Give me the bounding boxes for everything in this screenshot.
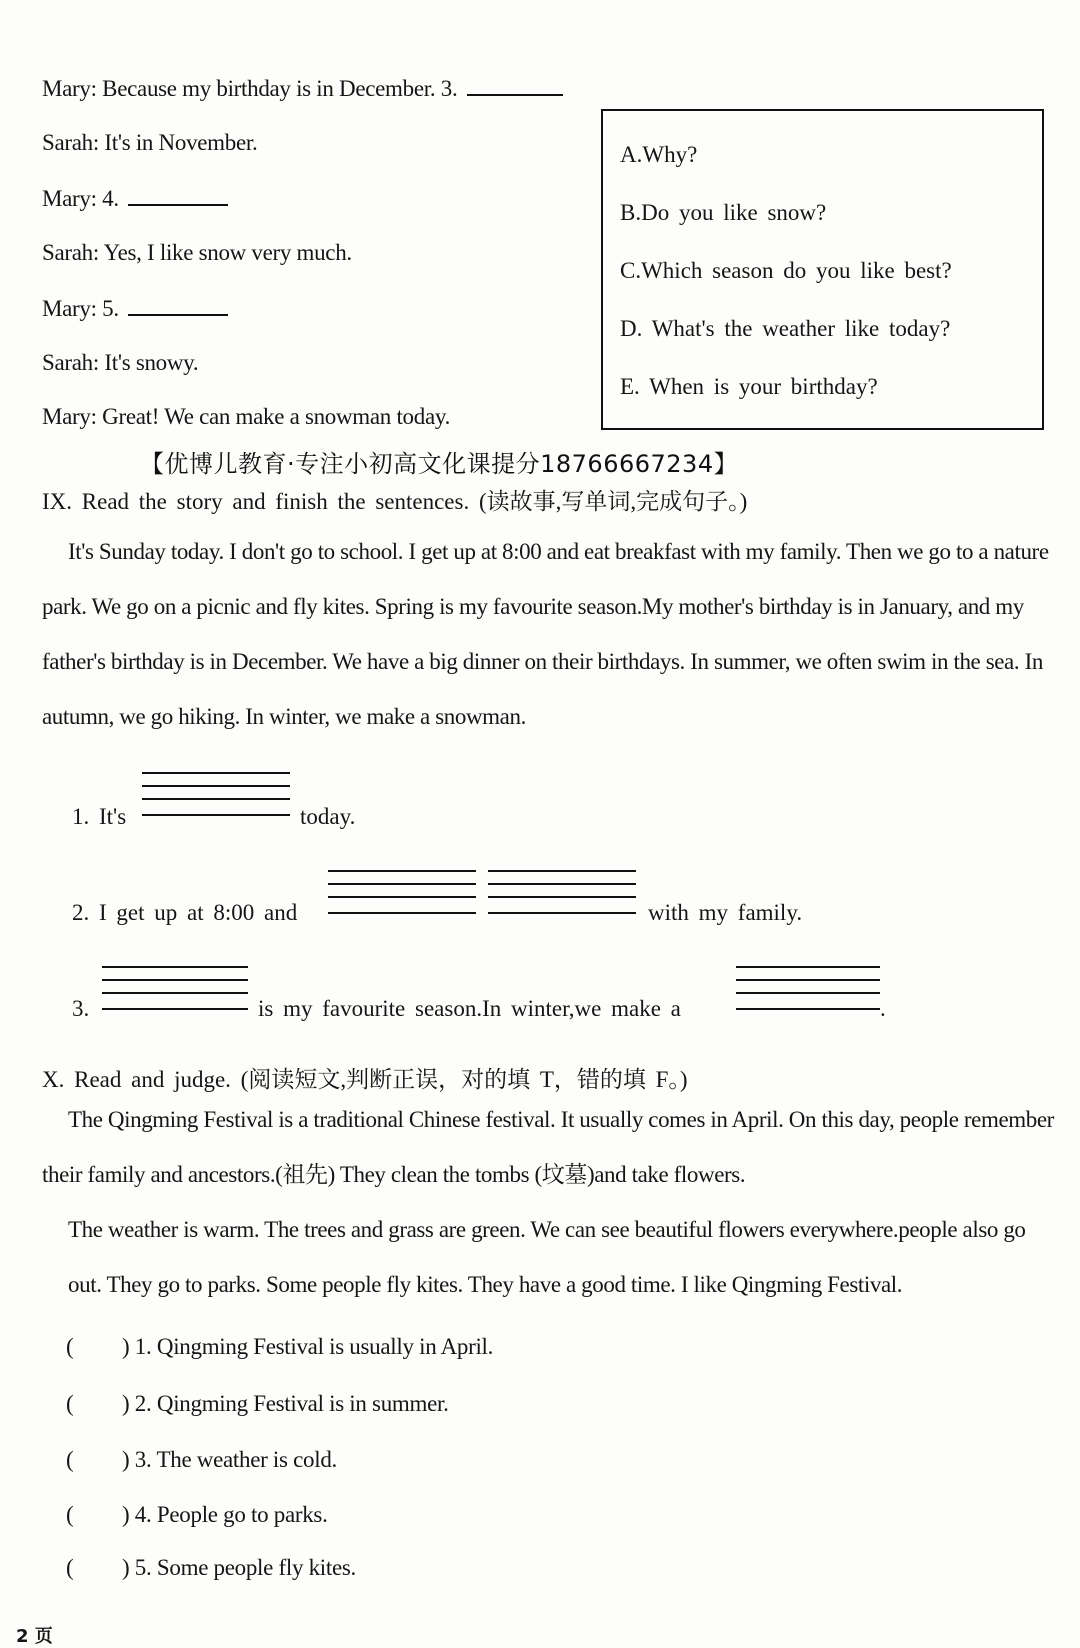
dialogue-text: It's snowy.: [104, 350, 199, 375]
section-9-heading: IX. Read the story and finish the sentences. (读故事,写单词,完成句子。): [42, 489, 748, 514]
open-bracket: (: [66, 1447, 74, 1472]
writing-lines-q2b[interactable]: [488, 870, 636, 920]
speaker: Mary:: [42, 404, 97, 429]
dialogue-line-4: [42, 240, 352, 266]
speaker: Mary:: [42, 76, 97, 101]
story-paragraph: [42, 524, 1062, 744]
open-bracket: (: [66, 1502, 74, 1527]
question-2-pre: 2. I get up at 8:00 and: [72, 900, 298, 925]
option-c: C.Which season do you like best?: [620, 258, 952, 283]
dialogue-text: Yes, I like snow very much.: [103, 240, 352, 265]
option-e: E. When is your birthday?: [620, 374, 878, 399]
writing-lines-q1[interactable]: [142, 772, 290, 822]
dialogue-line-1: [42, 76, 563, 102]
judge-item-1[interactable]: [66, 1334, 493, 1360]
open-bracket: (: [66, 1555, 74, 1580]
question-2-post: with my family.: [648, 900, 803, 925]
speaker: Sarah:: [42, 350, 99, 375]
writing-lines-q2a[interactable]: [328, 870, 476, 920]
passage-paragraph-1: The Qingming Festival is a traditional Chinese festival. It usually comes in April. On this day, people remember their family and ancestors.(祖先) They clean the tombs (坟墓)and take flowers.: [42, 1107, 1054, 1187]
speaker: Mary:: [42, 186, 97, 211]
judge-item-2[interactable]: [66, 1391, 449, 1417]
page-number: 2 页: [16, 1626, 53, 1647]
writing-lines-q3a[interactable]: [102, 966, 248, 1016]
speaker: Sarah:: [42, 130, 99, 155]
question-3-pre: 3.: [72, 996, 90, 1021]
question-3-mid: is my favourite season.In winter,we make a: [258, 996, 681, 1021]
judge-text: ) 4. People go to parks.: [122, 1502, 328, 1527]
answer-blank-3[interactable]: [467, 93, 563, 96]
promo-banner: 【优博儿教育·专注小初高文化课提分18766667234】: [140, 450, 739, 478]
dialogue-text: It's in November.: [104, 130, 258, 155]
dialogue-line-7: [42, 404, 450, 430]
section-10-heading: X. Read and judge. (阅读短文,判断正误，对的填 T，错的填 F。): [42, 1067, 688, 1092]
judge-text: ) 1. Qingming Festival is usually in April.: [122, 1334, 494, 1359]
judge-text: ) 2. Qingming Festival is in summer.: [122, 1391, 449, 1416]
speaker: Mary:: [42, 296, 97, 321]
passage-paragraph-2: The weather is warm. The trees and grass are green. We can see beautiful flowers everywhere.people also go out. They go to parks. Some people fly kites. They have a good time. I like Qingming Festival.: [68, 1217, 1026, 1297]
dialogue-line-5: [42, 296, 228, 322]
dialogue-line-3: [42, 186, 228, 212]
judge-item-4[interactable]: [66, 1502, 328, 1528]
judge-text: ) 3. The weather is cold.: [122, 1447, 337, 1472]
dialogue-text: Because my birthday is in December. 3.: [102, 76, 458, 101]
dialogue-text: Great! We can make a snowman today.: [102, 404, 451, 429]
dialogue-text: 4.: [102, 186, 119, 211]
judge-item-5[interactable]: [66, 1555, 356, 1581]
story-text: It's Sunday today. I don't go to school. I get up at 8:00 and eat breakfast with my family. Then we go to a nature park. We go on a picnic and fly kites. Spring is my favourite season.My mother's birthday is in January, and my father's birthday is in December. We have a big dinner on their birthdays. In summer, we often swim in the sea. In autumn, we go hiking. In winter, we make a snowman.: [42, 539, 1049, 729]
writing-lines-q3b[interactable]: [736, 966, 880, 1016]
question-3-end: .: [880, 996, 886, 1021]
option-a: A.Why?: [620, 142, 698, 167]
open-bracket: (: [66, 1334, 74, 1359]
answer-blank-4[interactable]: [128, 203, 228, 206]
open-bracket: (: [66, 1391, 74, 1416]
judge-item-3[interactable]: [66, 1447, 337, 1473]
judge-text: ) 5. Some people fly kites.: [122, 1555, 356, 1580]
festival-passage: [42, 1092, 1062, 1312]
dialogue-line-6: [42, 350, 198, 376]
option-d: D. What's the weather like today?: [620, 316, 951, 341]
dialogue-line-2: [42, 130, 257, 156]
speaker: Sarah:: [42, 240, 99, 265]
option-b: B.Do you like snow?: [620, 200, 827, 225]
answer-blank-5[interactable]: [128, 313, 228, 316]
question-1-post: today.: [300, 804, 356, 829]
question-1-pre: 1. It's: [72, 804, 127, 829]
dialogue-text: 5.: [102, 296, 119, 321]
